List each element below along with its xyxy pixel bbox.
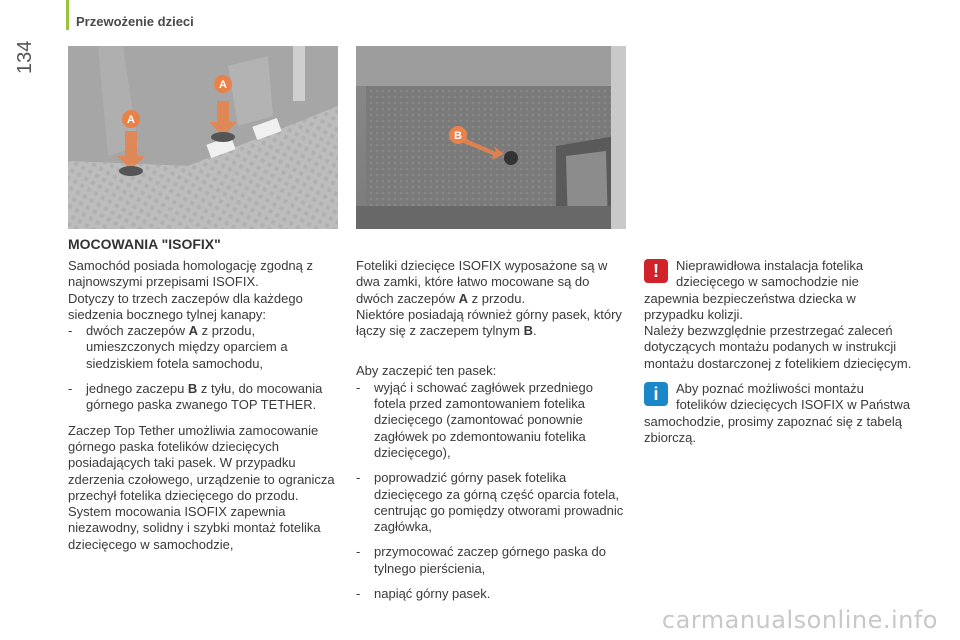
list-item: - wyjąć i schować zagłówek przedniego fotela przed zamontowaniem fotelika dziecięcego (zamontować ponownie zagłówek po zdemontowaniu fotelika dziecięcego), bbox=[356, 379, 593, 460]
section-accent-bar bbox=[66, 0, 69, 30]
paragraph: Samochód posiada homologację zgodną z najnowszymi przepisami ISOFIX. bbox=[68, 258, 314, 290]
column-right bbox=[644, 258, 914, 446]
list-item: - jednego zaczepu B z tyłu, do mocowania górnego paska zwanego TOP TETHER. bbox=[68, 381, 323, 413]
isofix-heading: MOCOWANIA "ISOFIX" bbox=[68, 236, 221, 252]
marker-b: B bbox=[454, 130, 462, 142]
paragraph: Aby zaczepić ten pasek: bbox=[356, 363, 497, 379]
marker-a-lower: A bbox=[127, 114, 135, 126]
isofix-seat-photo bbox=[68, 46, 338, 229]
section-title: Przewożenie dzieci bbox=[76, 14, 194, 29]
paragraph: Niektóre posiadają również górny pasek, który łączy się z zaczepem tylnym B. bbox=[356, 306, 622, 339]
warning-note: ! Nieprawidłowa instalacja fotelika dziecięcego w samochodzie nie zapewnia bezpieczeństwa dziecka w przypadku kolizji. Należy bezwzględnie przestrzegać zaleceń dotyczących montażu podanych w instrukcji montażu dostarczonej z fotelikiem dziecięcym. bbox=[644, 258, 912, 371]
list-item: - poprowadzić górny pasek fotelika dziecięcego za górną część oparcia fotela, centrując go pomiędzy otworami prowadnic zagłówka, bbox=[356, 470, 624, 535]
marker-a-upper: A bbox=[219, 79, 227, 91]
column-middle bbox=[356, 258, 626, 602]
paragraph: System mocowania ISOFIX zapewnia niezawodny, solidny i szybki montaż fotelika dziecięcego w samochodzie, bbox=[68, 504, 321, 552]
page-number: 134 bbox=[14, 40, 36, 74]
list-item: - dwóch zaczepów A z przodu, umieszczonych między oparciem a siedziskiem fotela samochodu, bbox=[68, 323, 288, 371]
warning-icon: ! bbox=[644, 259, 668, 283]
info-icon: i bbox=[644, 382, 668, 406]
top-tether-photo bbox=[356, 46, 626, 229]
column-left bbox=[68, 258, 338, 553]
list-item: - przymocować zaczep górnego paska do tylnego pierścienia, bbox=[356, 544, 606, 576]
paragraph: Foteliki dziecięce ISOFIX wyposażone są w dwa zamki, które łatwo mocowane są do dwóch zaczepów A z przodu. bbox=[356, 258, 608, 306]
paragraph: Zaczep Top Tether umożliwia zamocowanie górnego paska fotelików dziecięcych posiadających taki pasek. W przypadku zderzenia czołowego, urządzenie to ogranicza przechył fotelika dziecięcego do przodu. bbox=[68, 422, 335, 503]
watermark: carmanualsonline.info bbox=[661, 606, 938, 634]
info-note: i Aby poznać możliwości montażu fotelików dziecięcych ISOFIX w Państwa samochodzie, prosimy zapoznać się z tabelą zbiorczą. bbox=[644, 381, 911, 445]
paragraph: Dotyczy to trzech zaczepów dla każdego siedzenia bocznego tylnej kanapy: bbox=[68, 290, 303, 322]
list-item: - napiąć górny pasek. bbox=[356, 586, 491, 602]
